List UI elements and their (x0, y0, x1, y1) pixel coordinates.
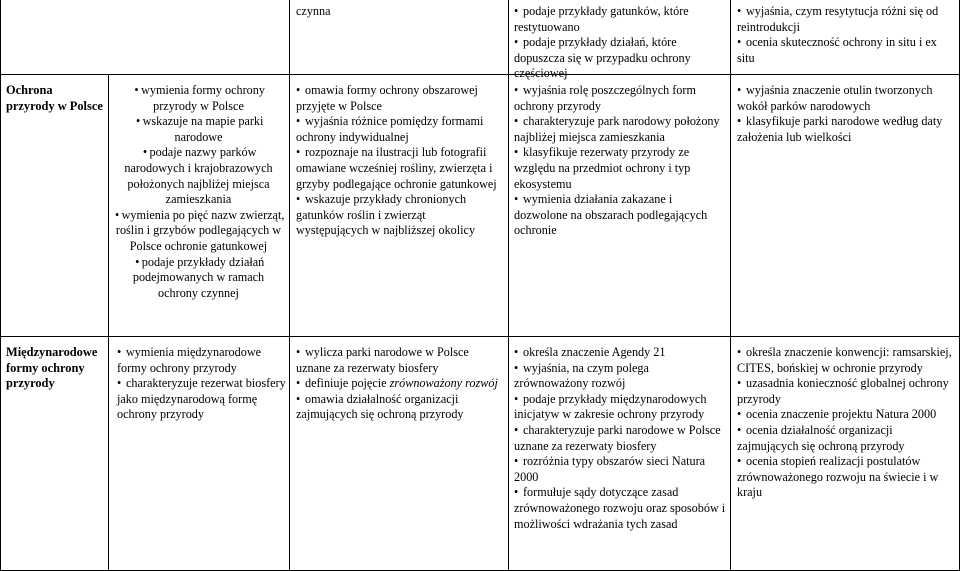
row0-col2-text: czynna (296, 4, 331, 18)
list-item (737, 345, 955, 376)
list-item (737, 376, 955, 407)
bullet-icon: • (737, 345, 742, 359)
bullet-icon: • (142, 145, 148, 160)
list-item (514, 35, 726, 82)
row1-col2-cell (296, 83, 501, 239)
bullet-icon: • (737, 114, 742, 129)
row2-col3-cell (514, 345, 726, 532)
list-item-text: określa znaczenie konwencji: ramsarskiej, CITES, bońskiej w ochronie przyrody (737, 345, 952, 375)
list-item-text: uzasadnia konieczność globalnej ochrony przyrody (737, 376, 949, 406)
list-item (514, 192, 726, 239)
list-item-text: omawia działalność organizacji zajmujących się ochroną przyrody (296, 391, 464, 422)
list-item (112, 145, 285, 207)
row2-title: Międzynarodowe formy ochrony przyrody (6, 345, 98, 391)
row0-col3-cell (514, 4, 726, 82)
row2-col1-list (117, 345, 287, 423)
list-item (737, 407, 955, 423)
list-item-text: wymienia formy ochrony przyrody w Polsce (141, 83, 265, 113)
bullet-icon: • (135, 114, 141, 129)
list-item-text: rozróżnia typy obszarów sieci Natura 2000 (514, 454, 706, 484)
list-item-text: podaje przykłady międzynarodowych inicjatyw w zakresie ochrony przyrody (514, 391, 707, 422)
list-item-text: omawia formy ochrony obszarowej przyjęte w Polsce (296, 83, 478, 113)
list-item-text: charakteryzuje rezerwat biosfery jako międzynarodową formę ochrony przyrody (117, 376, 286, 422)
list-item (514, 4, 726, 35)
row2-title-cell (6, 345, 104, 392)
table-border-h1 (0, 74, 960, 75)
row2-col1-cell (117, 345, 287, 423)
bullet-icon: • (296, 345, 301, 359)
list-item (514, 392, 726, 423)
list-item-text: podaje nazwy parków narodowych i krajobrazowych położonych najbliżej miejsca zamieszkania (124, 145, 273, 207)
list-item-text: podaje przykłady działań podejmowanych w ramach ochrony czynnej (132, 254, 265, 300)
bullet-icon: • (514, 391, 519, 406)
bullet-icon: • (296, 192, 301, 207)
row1-col2-list (296, 83, 501, 239)
list-item (737, 423, 955, 454)
list-item-text: podaje przykłady gatunków, które restytuowano (514, 4, 689, 34)
row2-col2-cell (296, 345, 501, 423)
row2-col4-list (737, 345, 955, 501)
bullet-icon: • (296, 114, 301, 129)
list-item (737, 4, 955, 35)
table-border-h2 (0, 336, 960, 337)
row2-col2-list (296, 345, 501, 423)
list-item (514, 114, 726, 145)
list-item (117, 345, 287, 376)
list-item (296, 192, 501, 239)
row1-col3-list (514, 83, 726, 239)
list-item-text: ocenia znaczenie projektu Natura 2000 (746, 407, 937, 422)
bullet-icon: • (514, 83, 519, 97)
row2-col3-list (514, 345, 726, 532)
list-item (296, 392, 501, 423)
list-item-emphasis: zrównoważony rozwój (389, 376, 498, 391)
bullet-icon: • (296, 83, 301, 97)
table-border-v1 (108, 74, 109, 571)
bullet-icon: • (134, 83, 139, 97)
list-item-text: ocenia stopień realizacji postulatów zrównoważonego rozwoju na świecie i w kraju (737, 454, 939, 500)
table-border-v2 (289, 0, 290, 571)
bullet-icon: • (296, 376, 301, 391)
row1-col1-list (112, 83, 285, 301)
list-item-text: wyjaśnia rolę poszczególnych form ochrony przyrody (514, 83, 696, 113)
list-item-text: klasyfikuje rezerwaty przyrody ze względu na przedmiot ochrony i typ ekosystemu (514, 145, 691, 191)
list-item (737, 35, 955, 66)
row0-col4-cell (737, 4, 955, 66)
list-item (514, 345, 726, 361)
bullet-icon: • (514, 35, 519, 50)
list-item-text: wymienia międzynarodowe formy ochrony przyrody (117, 345, 262, 375)
list-item (296, 345, 501, 376)
list-item-text: wyjaśnia, czym resytytucja różni się od reintrodukcji (737, 4, 939, 34)
list-item (296, 114, 501, 145)
row0-col2-cell (296, 4, 501, 20)
list-item-text: definiuje pojęcie (305, 376, 390, 391)
bullet-icon: • (737, 422, 742, 437)
bullet-icon: • (296, 391, 301, 406)
row2-col4-cell (737, 345, 955, 501)
list-item-text: charakteryzuje parki narodowe w Polsce uznane za rezerwaty biosfery (514, 422, 721, 453)
row1-col1-cell (112, 83, 285, 301)
list-item (514, 361, 726, 392)
list-item-text: wymienia po pięć nazw zwierząt, roślin i grzybów podlegających w Polsce ochronie gatunkowej (115, 207, 285, 253)
list-item-text: ocenia skuteczność ochrony in situ i ex situ (737, 35, 937, 65)
list-item-text: rozpoznaje na ilustracji lub fotografii omawiane wcześniej rośliny, zwierzęta i grzyby podlegające ochronie gatunkowej (296, 145, 497, 191)
bullet-icon: • (114, 207, 120, 222)
bullet-icon: • (737, 376, 742, 391)
list-item (514, 423, 726, 454)
list-item (296, 83, 501, 114)
bullet-icon: • (514, 345, 519, 359)
list-item (112, 114, 285, 145)
list-item (514, 454, 726, 485)
list-item (112, 255, 285, 302)
list-item-text: wymienia działania zakazane i dozwolone na obszarach podlegających ochronie (514, 192, 708, 238)
list-item-text: klasyfikuje parki narodowe według daty założenia lub wielkości (737, 114, 943, 144)
table-border-v3 (508, 0, 509, 571)
bullet-icon: • (514, 360, 519, 375)
list-item-text: wylicza parki narodowe w Polsce uznane za rezerwaty biosfery (296, 345, 469, 375)
list-item-text: wyjaśnia znaczenie otulin tworzonych wokół parków narodowych (737, 83, 933, 113)
list-item-text: ocenia działalność organizacji zajmujących się ochroną przyrody (737, 422, 905, 453)
list-item-text: wyjaśnia, na czym polega zrównoważony rozwój (514, 360, 649, 391)
list-item-text: wskazuje na mapie parki narodowe (142, 114, 264, 144)
row0-col4-list (737, 4, 955, 66)
bullet-icon: • (117, 345, 122, 359)
list-item-text: formułuje sądy dotyczące zasad zrównoważonego rozwoju oraz sposobów i możliwości wdrażania tych zasad (514, 485, 726, 531)
list-item (112, 208, 285, 255)
list-item (514, 485, 726, 532)
list-item-text: podaje przykłady działań, które dopuszcza się w przypadku ochrony częściowej (514, 35, 691, 81)
bullet-icon: • (737, 83, 742, 97)
list-item (296, 145, 501, 192)
bullet-icon: • (135, 254, 140, 269)
list-item-text: wyjaśnia różnice pomiędzy formami ochrony indywidualnej (296, 114, 484, 144)
bullet-icon: • (737, 4, 742, 18)
bullet-icon: • (117, 376, 122, 391)
bullet-icon: • (514, 114, 519, 129)
bullet-icon: • (514, 4, 519, 18)
table-border-v4 (730, 0, 731, 571)
bullet-icon: • (737, 35, 742, 50)
row0-col3-list (514, 4, 726, 82)
list-item (514, 145, 726, 192)
list-item-text: określa znaczenie Agendy 21 (523, 345, 666, 359)
bullet-icon: • (514, 422, 519, 437)
bullet-icon: • (296, 145, 301, 160)
row1-col4-list (737, 83, 955, 145)
bullet-icon: • (737, 454, 742, 469)
bullet-icon: • (514, 454, 519, 469)
list-item (117, 376, 287, 423)
list-item (112, 83, 285, 114)
list-item-text: wskazuje przykłady chronionych gatunków roślin i zwierząt występujących w najbliższej okolicy (296, 192, 476, 238)
list-item (737, 454, 955, 501)
bullet-icon: • (514, 145, 519, 160)
bullet-icon: • (514, 192, 519, 207)
row1-col3-cell (514, 83, 726, 239)
list-item (737, 114, 955, 145)
list-item (514, 83, 726, 114)
list-item-text: charakteryzuje park narodowy położony najbliżej miejsca zamieszkania (514, 114, 720, 144)
list-item (737, 83, 955, 114)
table-border-v0 (0, 0, 1, 571)
list-item (296, 376, 501, 392)
row1-title-cell (6, 83, 104, 114)
bullet-icon: • (514, 485, 519, 500)
row1-title: Ochrona przyrody w Polsce (6, 83, 103, 113)
row1-col4-cell (737, 83, 955, 145)
bullet-icon: • (737, 407, 742, 422)
